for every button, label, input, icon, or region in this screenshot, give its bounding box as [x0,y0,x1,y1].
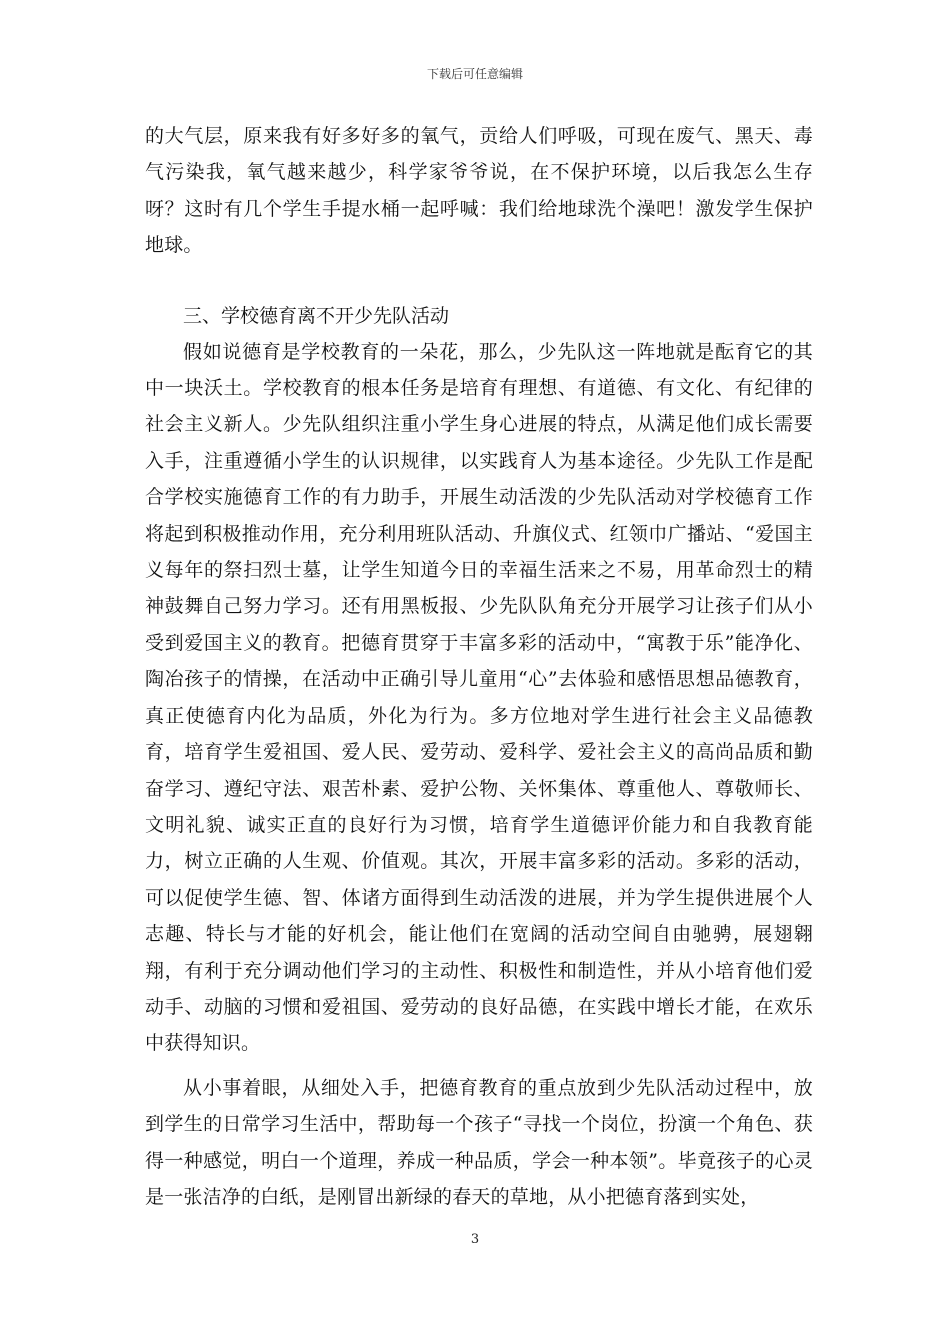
paragraph-continued: 的大气层，原来我有好多好多的氧气，贡给人们呼吸，可现在废气、黑天、毒气污染我，氧气越来越少，科学家爷爷说，在不保护环境，以后我怎么生存呀？这时有几个学生手提水桶一起呼喊：我们给地球洗个澡吧！激发学生保护地球。 [145,125,813,257]
paragraph-youth-pioneers: 假如说德育是学校教育的一朵花，那么，少先队这一阵地就是酝育它的其中一块沃土。学校教育的根本任务是培育有理想、有道德、有文化、有纪律的社会主义新人。少先队组织注重小学生身心进展的特点，从满足他们成长需要入手，注重遵循小学生的认识规律，以实践育人为基本途径。少先队工作是配合学校实施德育工作的有力助手，开展生动活泼的少先队活动对学校德育工作将起到积极推动作用，充分利用班队活动、升旗仪式、红领巾广播站、“爱国主义每年的祭扫烈士墓，让学生知道今日的幸福生活来之不易，用革命烈士的精神鼓舞自己努力学习。还有用黑板报、少先队队角充分开展学习让孩子们从小受到爱国主义的教育。把德育贯穿于丰富多彩的活动中，“寓教于乐”能净化、陶冶孩子的情操，在活动中正确引导儿童用“心”去体验和感悟思想品德教育，真正使德育内化为品质，外化为行为。多方位地对学生进行社会主义品德教育，培育学生爱祖国、爱人民、爱劳动、爱科学、爱社会主义的高尚品质和勤奋学习、遵纪守法、艰苦朴素、爱护公物、关怀集体、尊重他人、尊敬师长、文明礼貌、诚实正直的良好行为习惯，培育学生道德评价能力和自我教育能力，树立正确的人生观、价值观。其次，开展丰富多彩的活动。多彩的活动，可以促使学生德、智、体诸方面得到生动活泼的进展，并为学生提供进展个人志趣、特长与才能的好机会，能让他们在宽阔的活动空间自由驰骋，展翅翱翔，有利于充分调动他们学习的主动性、积极性和制造性，并从小培育他们爱动手、动脑的习惯和爱祖国、爱劳动的良好品德，在实践中增长才能，在欢乐中获得知识。 [145,340,813,1055]
paragraph-small-things: 从小事着眼，从细处入手，把德育教育的重点放到少先队活动过程中，放到学生的日常学习生活中，帮助每一个孩子“寻找一个岗位，扮演一个角色、获得一种感觉，明白一个道理，养成一种品质，学会一种本领”。毕竟孩子的心灵是一张洁净的白纸，是刚冒出新绿的春天的草地，从小把德育落到实处， [145,1076,813,1208]
page-header: 下载后可任意编辑 [426,67,523,81]
section-heading: 三、学校德育离不开少先队活动 [183,304,450,327]
document-body [145,118,813,1215]
page-number: 3 [470,1232,480,1247]
